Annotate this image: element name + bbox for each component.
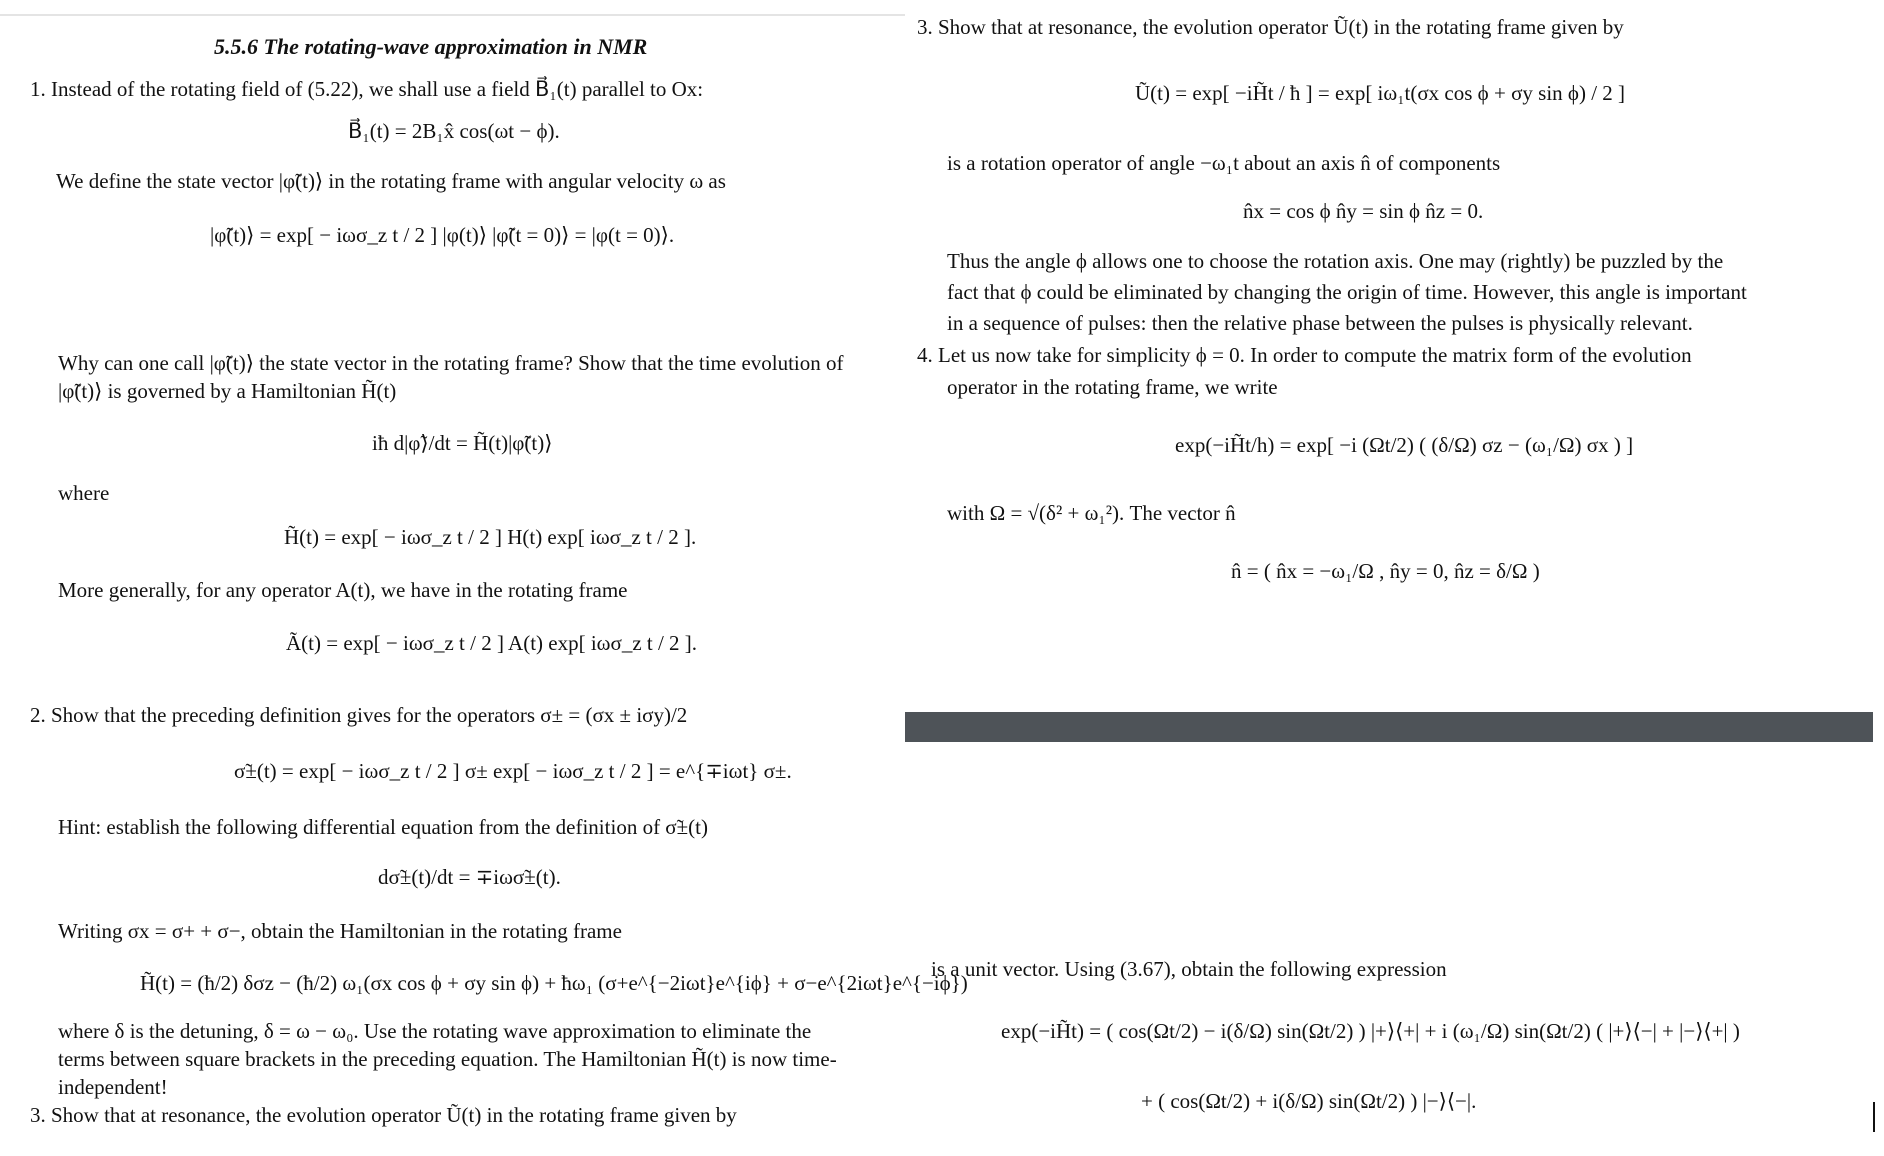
equation-b1: B⃗₁(t) = 2B₁x̂ cos(ωt − ϕ). <box>348 119 560 143</box>
item3-intro: 3. Show that at resonance, the evolution operator Ũ(t) in the rotating frame given by <box>917 15 1624 39</box>
equation-h-rotating: H̃(t) = (ħ/2) δσz − (ħ/2) ω₁(σx cos ϕ + σy sin ϕ) + ħω₁ (σ+e^{−2iωt}e^{iϕ} + σ−e^{2iωt}e^{−iϕ}) <box>140 971 968 995</box>
why-line-2: |φ̃(t)⟩ is governed by a Hamiltonian H̃(t) <box>58 379 397 403</box>
dark-separator-bar <box>905 712 1873 742</box>
define-state-text: We define the state vector |φ̃(t)⟩ in the rotating frame with angular velocity ω as <box>56 169 726 193</box>
right-column <box>905 0 1884 1156</box>
item4-line-1: 4. Let us now take for simplicity ϕ = 0. In order to compute the matrix form of the evolution <box>917 343 1692 367</box>
equation-n-vector: n̂ = ( n̂x = −ω₁/Ω , n̂y = 0, n̂z = δ/Ω ) <box>1231 559 1540 583</box>
detuning-line-2: terms between square brackets in the preceding equation. The Hamiltonian H̃(t) is now time- <box>58 1047 837 1071</box>
equation-differential: dσ̃±(t)/dt = ∓iωσ̃±(t). <box>378 865 561 889</box>
item1-intro: 1. Instead of the rotating field of (5.22), we shall use a field B⃗₁(t) parallel to Ox: <box>30 77 704 101</box>
unit-vector-text: is a unit vector. Using (3.67), obtain the following expression <box>931 957 1447 981</box>
equation-a-tilde: Ã(t) = exp[ − iωσ_z t / 2 ] A(t) exp[ iωσ_z t / 2 ]. <box>286 631 698 655</box>
thus-line-2: fact that ϕ could be eliminated by changing the origin of time. However, this angle is important <box>947 280 1747 304</box>
equation-sigma: σ̃±(t) = exp[ − iωσ_z t / 2 ] σ± exp[ − iωσ_z t / 2 ] = e^{∓iωt} σ±. <box>234 759 792 783</box>
writing-text: Writing σx = σ+ + σ−, obtain the Hamiltonian in the rotating frame <box>58 919 622 943</box>
rotation-operator-text: is a rotation operator of angle −ω₁t about an axis n̂ of components <box>947 151 1501 175</box>
equation-final-line-1: exp(−iH̃t) = ( cos(Ωt/2) − i(δ/Ω) sin(Ωt/2) ) |+⟩⟨+| + i (ω₁/Ω) sin(Ωt/2) ( |+⟩⟨−| + |−⟩⟨+| ) <box>1001 1019 1740 1043</box>
thus-line-1: Thus the angle ϕ allows one to choose the rotation axis. One may (rightly) be puzzled by the <box>947 249 1724 273</box>
equation-n-components: n̂x = cos ϕ n̂y = sin ϕ n̂z = 0. <box>1243 199 1484 223</box>
section-title: 5.5.6 The rotating-wave approximation in NMR <box>214 34 648 59</box>
equation-h-tilde: H̃(t) = exp[ − iωσ_z t / 2 ] H(t) exp[ iωσ_z t / 2 ]. <box>284 525 697 549</box>
item3-start: 3. Show that at resonance, the evolution operator Ũ(t) in the rotating frame given by <box>30 1103 737 1127</box>
item2-intro: 2. Show that the preceding definition gives for the operators σ± = (σx ± iσy)/2 <box>30 703 688 727</box>
more-generally-text: More generally, for any operator A(t), we have in the rotating frame <box>58 578 628 602</box>
detuning-line-3: independent! <box>58 1075 168 1099</box>
thus-line-3: in a sequence of pulses: then the relative phase between the pulses is physically relevant. <box>947 311 1693 335</box>
why-line-1: Why can one call |φ̃(t)⟩ the state vector in the rotating frame? Show that the time evolution of <box>58 351 844 375</box>
equation-schrodinger: iħ d|φ̃⟩/dt = H̃(t)|φ̃(t)⟩ <box>372 431 553 455</box>
text-cursor <box>1873 1102 1875 1132</box>
with-omega-text: with Ω = √(δ² + ω₁²). The vector n̂ <box>947 501 1236 525</box>
detuning-line-1: where δ is the detuning, δ = ω − ω₀. Use the rotating wave approximation to eliminate the <box>58 1019 812 1043</box>
equation-state: |φ̃(t)⟩ = exp[ − iωσ_z t / 2 ] |φ(t)⟩ |φ̃(t = 0)⟩ = |φ(t = 0)⟩. <box>210 223 675 247</box>
equation-exp: exp(−iH̃t/h) = exp[ −i (Ωt/2) ( (δ/Ω) σz − (ω₁/Ω) σx ) ] <box>1175 433 1634 457</box>
equation-u: Ũ(t) = exp[ −iH̃t / ħ ] = exp[ iω₁t(σx cos ϕ + σy sin ϕ) / 2 ] <box>1135 81 1626 105</box>
item4-line-2: operator in the rotating frame, we write <box>947 375 1278 399</box>
hint-text: Hint: establish the following differential equation from the definition of σ̃±(t) <box>58 815 708 839</box>
equation-final-line-2: + ( cos(Ωt/2) + i(δ/Ω) sin(Ωt/2) ) |−⟩⟨−|. <box>1141 1089 1477 1113</box>
where-label: where <box>58 481 110 505</box>
